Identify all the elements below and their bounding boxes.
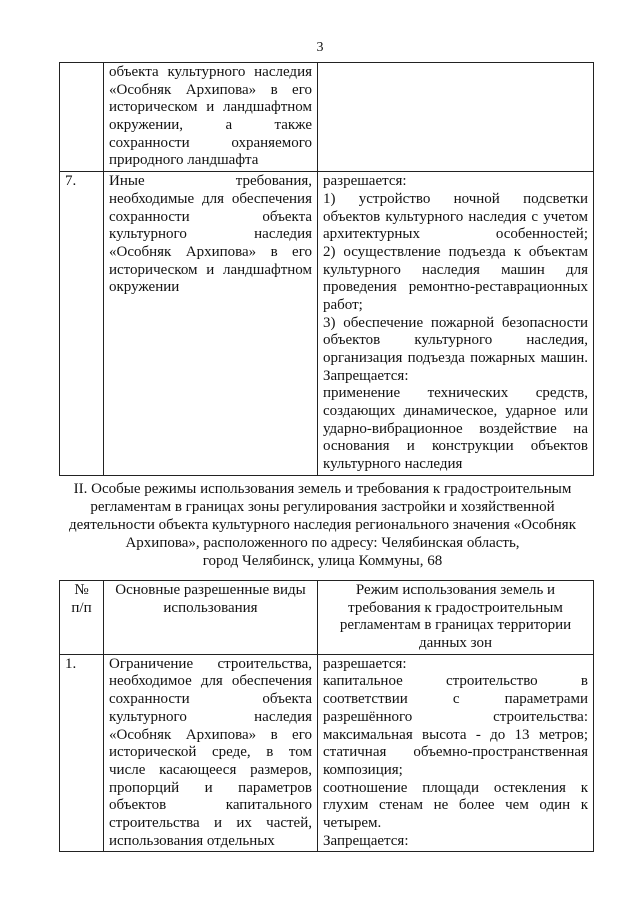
text-line: требования к градостроительным xyxy=(348,599,563,616)
row-number-cell xyxy=(60,63,104,172)
table-header-row xyxy=(60,581,594,655)
text-line: проведения ремонтно-реставрационных xyxy=(323,279,588,296)
table-row xyxy=(60,172,594,476)
text-line: 3) обеспечение пожарной безопасности xyxy=(323,314,588,331)
zone-regime-table xyxy=(59,580,594,852)
text-line: город Челябинск, улица Коммуны, 68 xyxy=(202,553,443,569)
text-line: п/п xyxy=(71,599,92,616)
text-line: культурного наследия xyxy=(109,226,312,243)
text-line: культурного наследия xyxy=(323,456,463,473)
table-row xyxy=(60,654,594,852)
text-line: создающих динамическое, ударное или xyxy=(323,403,588,420)
text-line: Основные разрешенные виды xyxy=(115,582,306,598)
text-line: Запрещается: xyxy=(323,367,409,384)
text-line: использования xyxy=(163,599,258,616)
text-line: числе касающееся размеров, xyxy=(109,761,312,778)
table-row xyxy=(60,63,594,172)
row-number-cell: 7. xyxy=(60,172,104,476)
text-line: капитальное строительство в xyxy=(323,673,588,690)
header-uses-cell xyxy=(104,581,318,655)
text-line: применение технических средств, xyxy=(323,385,588,402)
text-line: необходимое для обеспечения xyxy=(109,673,312,690)
text-line: ударно-вибрационное воздействие на xyxy=(323,420,588,437)
text-line: Запрещается: xyxy=(323,832,409,849)
text-line: разрешённого строительства: xyxy=(323,708,588,725)
text-line: разрешается: xyxy=(323,173,407,190)
text-line: работ; xyxy=(323,296,363,313)
text-line: разрешается: xyxy=(323,655,407,672)
text-line: объектов культурного наследия с учетом xyxy=(323,208,588,225)
text-line: композиция; xyxy=(323,761,403,778)
text-line: использования отдельных xyxy=(109,832,275,849)
text-line: культурного наследия машин для xyxy=(323,261,588,278)
text-line: объекта культурного наследия xyxy=(109,64,312,80)
text-line: регламентам в границах территории xyxy=(339,617,572,634)
text-line: соответствии с параметрами xyxy=(323,691,588,708)
page-number: 3 xyxy=(316,40,324,55)
text-line: сохранности объекта xyxy=(109,691,312,708)
text-line: историческом и ландшафтном xyxy=(109,261,312,278)
text-line: 1) устройство ночной подсветки xyxy=(323,190,588,207)
text-line: основания и конструкции объектов xyxy=(323,438,588,455)
text-line: II. Особые режимы использования земель и требования к градостроительным xyxy=(73,481,572,497)
row-number-cell: 1. xyxy=(60,654,104,852)
text-line: культурного наследия xyxy=(109,708,312,725)
text-line: «Особняк Архипова» в его xyxy=(109,243,312,260)
section-heading xyxy=(60,480,585,570)
text-line: «Особняк Архипова» в его xyxy=(109,81,312,98)
text-line: объектов культурного наследия, xyxy=(323,332,588,349)
text-line: Режим использования земель и xyxy=(355,582,556,598)
text-line: соотношение площади остекления к xyxy=(323,779,588,796)
regime-cell xyxy=(318,654,594,852)
uses-cell xyxy=(104,654,318,852)
text-line: «Особняк Архипова» в его xyxy=(109,726,312,743)
text-line: архитектурных особенностей; xyxy=(323,226,588,243)
text-line: сохранности охраняемого xyxy=(109,134,312,151)
text-line: 2) осуществление подъезда к объектам xyxy=(323,243,588,260)
text-line: Иные требования, xyxy=(109,173,312,190)
text-line: исторической среде, в том xyxy=(109,744,312,761)
text-line: пропорций и параметров xyxy=(109,779,312,796)
text-line: природного ландшафта xyxy=(109,152,259,169)
text-line: Архипова», расположенного по адресу: Челябинская область, xyxy=(125,535,520,551)
text-line: данных зон xyxy=(418,635,493,652)
text-line: максимальная высота - до 13 метров; xyxy=(323,726,588,743)
header-number-cell xyxy=(60,581,104,655)
text-line: необходимые для обеспечения xyxy=(109,190,312,207)
regime-cell xyxy=(318,172,594,476)
text-line: строительства и их частей, xyxy=(109,814,312,831)
text-line: окружении, а также xyxy=(109,117,312,134)
text-line: окружении xyxy=(109,279,180,296)
requirement-cell xyxy=(104,63,318,172)
text-line: сохранности объекта xyxy=(109,208,312,225)
text-line: регламентам в границах зоны регулирования застройки и хозяйственной xyxy=(90,499,555,515)
text-line: организация подъезда пожарных машин. xyxy=(323,350,588,366)
text-line: глухим стенам не более чем один к xyxy=(323,797,588,814)
text-line: историческом и ландшафтном xyxy=(109,99,312,116)
text-line: статичная объемно-пространственная xyxy=(323,744,588,761)
text-line: деятельности объекта культурного наследия регионального значения «Особняк xyxy=(69,517,576,533)
text-line: Ограничение строительства, xyxy=(109,655,312,672)
text-line: четырем. xyxy=(323,814,382,831)
regime-cell xyxy=(318,63,594,172)
text-line: № xyxy=(74,582,89,598)
requirement-cell xyxy=(104,172,318,476)
text-line: объектов капитального xyxy=(109,797,312,814)
requirements-table-continued xyxy=(59,62,594,476)
header-regime-cell xyxy=(318,581,594,655)
